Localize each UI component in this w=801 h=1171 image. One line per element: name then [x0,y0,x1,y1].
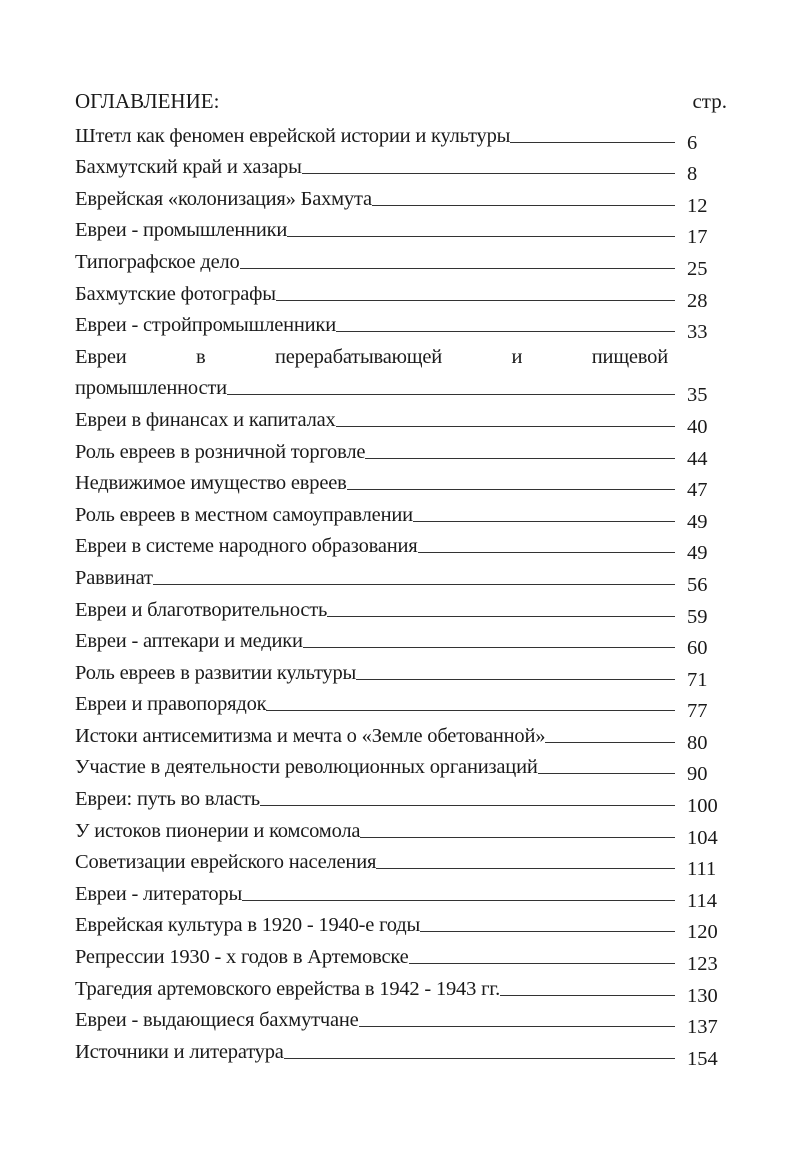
toc-entry-title-word: Евреи [75,345,127,368]
dot-leader [413,521,675,522]
toc-entry-title: Источники и литература [75,1040,284,1063]
toc-entry-title: Бахмутский край и хазары [75,156,302,179]
toc-entry-page: 77 [687,700,708,723]
toc-entry [75,337,668,369]
toc-entry-page: 33 [687,321,708,344]
toc-entry-page: 60 [687,637,708,660]
toc-entry-title: промышленности [75,377,227,400]
toc-entry-page: 49 [687,542,708,565]
toc-entry-page: 154 [687,1047,718,1070]
toc-entry-title-word: и [511,345,523,368]
toc-entry-continuation [75,369,735,407]
toc-entry [75,211,735,249]
dot-leader [336,331,675,332]
toc-entry-title: Евреи и правопорядок [75,693,267,716]
toc-title: ОГЛАВЛЕНИЕ: [75,89,220,113]
toc-entry-title: Евреи и благотворительность [75,598,328,621]
toc-header [75,86,735,116]
toc-entry-title: Роль евреев в местном самоуправлении [75,503,413,526]
toc-entry [75,590,735,628]
toc-entry-page: 104 [687,826,718,849]
dot-leader [409,963,676,964]
toc-entry [75,242,735,280]
toc-entry-title: Евреи - литераторы [75,882,243,905]
toc-entry [75,1001,735,1039]
dot-leader [545,742,675,743]
toc-entry [75,148,735,186]
toc-entry-page: 137 [687,1016,718,1039]
toc-entry [75,558,735,596]
toc-entry-title: Советизации еврейского населения [75,851,377,874]
toc-entry-title-word: в [196,345,206,368]
toc-entry [75,527,735,565]
dot-leader [500,995,675,996]
toc-entry-page: 71 [687,668,708,691]
toc-entry-title: Евреи в системе народного образования [75,535,418,558]
dot-leader [284,1058,675,1059]
toc-entry-title: Роль евреев в развитии культуры [75,661,357,684]
toc-entry [75,685,735,723]
toc-entry-page: 130 [687,984,718,1007]
toc-entry-title: Евреи в финансах и капиталах [75,408,336,431]
toc-entry-page: 44 [687,447,708,470]
dot-leader [287,236,675,237]
toc-entry-title-word: пищевой [591,345,668,368]
dot-leader [365,458,675,459]
toc-entry-page: 12 [687,194,708,217]
toc-entry-title: Бахмутские фотографы [75,282,276,305]
toc-entry-page: 111 [687,858,717,881]
toc-entry-page: 8 [687,163,698,186]
dot-leader [240,268,675,269]
toc-entry-page: 56 [687,573,708,596]
toc-entry-page: 49 [687,510,708,533]
toc-entry [75,179,735,217]
toc-entry [75,906,735,944]
toc-entry-title: Евреи: путь во власть [75,788,260,811]
dot-leader [420,931,675,932]
toc-entry-title: Типографское дело [75,250,240,273]
toc-entry-page: 90 [687,763,708,786]
toc-entry-title: У истоков пионерии и комсомола [75,819,361,842]
dot-leader [153,584,675,585]
dot-leader [356,679,675,680]
toc-entry [75,811,735,849]
toc-entry-page: 6 [687,131,698,154]
dot-leader [266,710,675,711]
toc-entry-title: Участие в деятельности революционных организаций [75,756,538,779]
toc-entry-page: 80 [687,731,708,754]
dot-leader [372,205,675,206]
dot-leader [303,647,675,648]
dot-leader [336,426,675,427]
toc-entry-title: Раввинат [75,566,153,589]
dot-leader [327,616,675,617]
toc-entry [75,1032,735,1070]
dot-leader [242,900,675,901]
toc-entry-page: 40 [687,415,708,438]
dot-leader [276,300,675,301]
dot-leader [227,394,675,395]
toc-entry-title: Еврейская культура в 1920 - 1940-е годы [75,914,421,937]
toc-entry [75,274,735,312]
toc-entry [75,716,735,754]
toc-entry-title: Евреи - стройпромышленники [75,314,336,337]
toc-entry [75,622,735,660]
toc-entry-title: Штетл как феномен еврейской истории и культуры [75,124,511,147]
toc-entry-page: 35 [687,384,708,407]
toc-entry-title [75,345,668,369]
toc-entry [75,400,735,438]
toc-entry-page: 120 [687,921,718,944]
toc-entry [75,779,735,818]
toc-entry [75,969,735,1007]
dot-leader [360,837,675,838]
toc-entry-page: 47 [687,479,708,502]
toc-entry-page: 59 [687,605,708,628]
toc-entry [75,306,735,344]
toc-entry-page: 28 [687,289,708,312]
toc-entry [75,116,735,154]
page-column-label: стр. [692,89,727,113]
toc-entry-title: Репрессии 1930 - х годов в Артемовске [75,946,409,969]
toc-entry [75,937,735,976]
toc-entry-page: 17 [687,226,708,249]
toc-entry [75,874,735,912]
toc-entry [75,843,735,881]
toc-entry [75,748,735,786]
toc-entry-page: 25 [687,257,708,280]
toc-entry [75,653,735,691]
dot-leader [510,142,675,143]
toc-entry [75,432,735,470]
toc-entry-page: 100 [687,795,718,818]
toc-entry-title: Еврейская «колонизация» Бахмута [75,187,372,210]
toc-entry-title: Евреи - аптекари и медики [75,630,303,653]
toc-entry-title: Истоки антисемитизма и мечта о «Земле обетованной» [75,724,546,747]
toc-entry-title: Недвижимое имущество евреев [75,472,347,495]
toc-entry-title-word: перерабатывающей [275,345,442,368]
table-of-contents [75,86,735,1070]
toc-entry-title: Евреи - выдающиеся бахмутчане [75,1009,359,1032]
toc-entry [75,464,735,502]
toc-entry-title: Роль евреев в розничной торговле [75,440,366,463]
toc-entry-title: Евреи - промышленники [75,219,288,242]
dot-leader [418,552,675,553]
dot-leader [302,173,675,174]
toc-entry-page: 123 [687,953,718,976]
dot-leader [260,805,675,806]
toc-entry-title: Трагедия артемовского еврейства в 1942 - 1943 гг. [75,977,501,1000]
dot-leader [347,489,675,490]
dot-leader [359,1026,675,1027]
dot-leader [538,773,675,774]
toc-entry-page: 114 [687,889,717,912]
dot-leader [376,868,675,869]
toc-entry [75,495,735,533]
